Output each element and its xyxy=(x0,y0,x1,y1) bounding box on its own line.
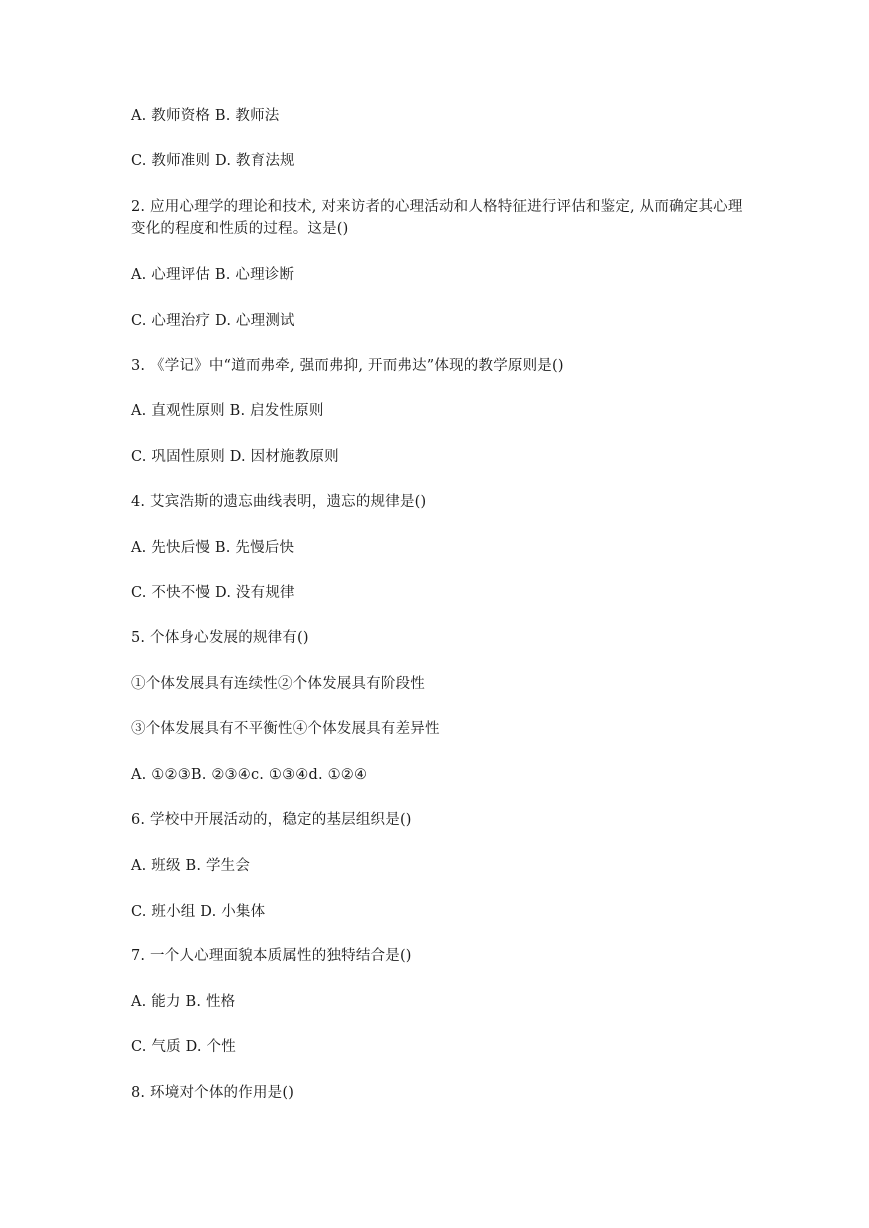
option-line: C. 气质 D. 个性 xyxy=(131,1039,236,1055)
question-8: 8. 环境对个体的作用是() xyxy=(131,1085,295,1101)
option-line: C. 不快不慢 D. 没有规律 xyxy=(131,585,295,601)
option-line: A. 教师资格 B. 教师法 xyxy=(131,108,280,124)
question-7: 7. 一个人心理面貌本质属性的独特结合是() xyxy=(131,948,412,964)
option-line: A. 心理评估 B. 心理诊断 xyxy=(131,267,295,283)
option-line: A. 能力 B. 性格 xyxy=(131,994,236,1010)
option-line: A. 班级 B. 学生会 xyxy=(131,858,251,874)
question-5: 5. 个体身心发展的规律有() xyxy=(131,630,309,646)
question-3: 3. 《学记》中“道而弗牵, 强而弗抑, 开而弗达”体现的教学原则是() xyxy=(131,358,564,374)
option-line: C. 心理治疗 D. 心理测试 xyxy=(131,313,295,329)
option-line: A. 先快后慢 B. 先慢后快 xyxy=(131,540,295,556)
question-6: 6. 学校中开展活动的，稳定的基层组织是() xyxy=(131,812,412,828)
question-2: 2. 应用心理学的理论和技术, 对来访者的心理活动和人格特征进行评估和鉴定, 从而确定其心理变化的程度和性质的过程。这是() xyxy=(131,199,743,237)
statement-line: ③个体发展具有不平衡性④个体发展具有差异性 xyxy=(131,721,440,737)
option-line: C. 教师准则 D. 教育法规 xyxy=(131,153,295,169)
question-4: 4. 艾宾浩斯的遗忘曲线表明，遗忘的规律是() xyxy=(131,494,427,510)
option-line: A. ①②③B. ②③④c. ①③④d. ①②④ xyxy=(131,767,368,783)
option-line: C. 巩固性原则 D. 因材施教原则 xyxy=(131,449,339,465)
option-line: A. 直观性原则 B. 启发性原则 xyxy=(131,403,324,419)
option-line: C. 班小组 D. 小集体 xyxy=(131,904,266,920)
statement-line: ①个体发展具有连续性②个体发展具有阶段性 xyxy=(131,676,425,692)
